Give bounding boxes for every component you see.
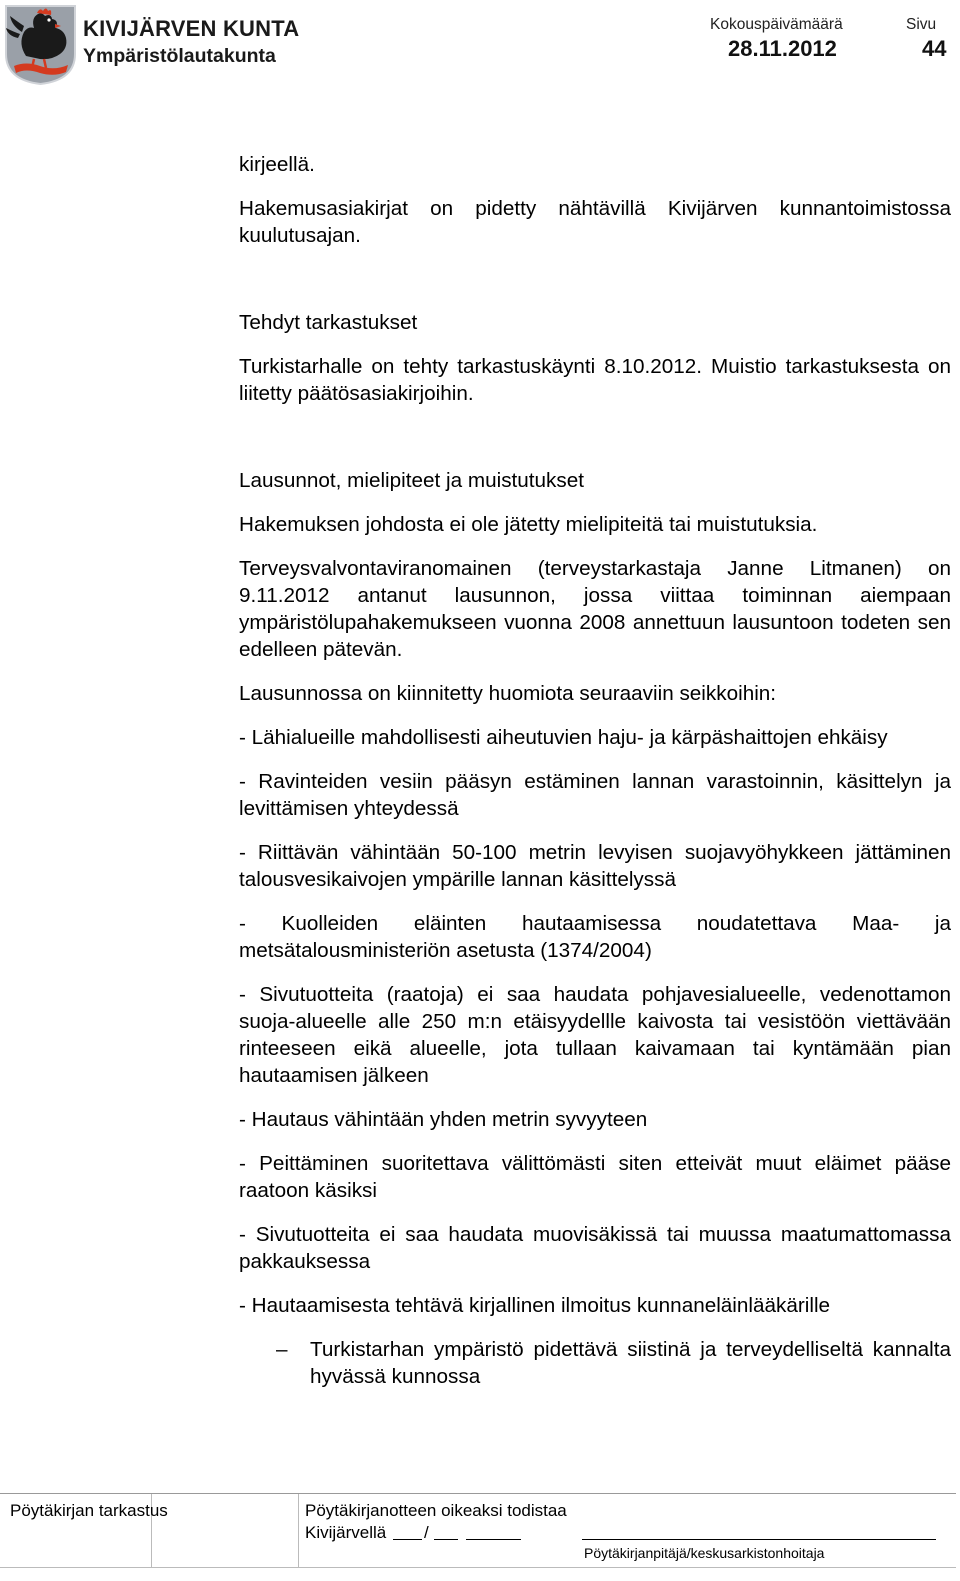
year-blank-line xyxy=(466,1539,521,1540)
page-label: Sivu xyxy=(906,16,937,33)
meeting-date: 28.11.2012 xyxy=(728,36,837,61)
meeting-date-label: Kokouspäivämäärä xyxy=(710,16,843,33)
document-body xyxy=(239,151,951,1390)
paragraph: Terveysvalvontaviranomainen (terveystarkastaja Janne Litmanen) on 9.11.2012 antanut lausunnon, jossa viittaa toiminnan aiempaan ympäristölupahakemukseen vuonna 2008 annettuun lausuntoon todeten sen edelleen pätevän. xyxy=(239,557,951,661)
list-item: - Sivutuotteita ei saa haudata muovisäkissä tai muussa maatumattomassa pakkauksessa xyxy=(239,1223,951,1273)
signer-title: Pöytäkirjanpitäjä/keskusarkistonhoitaja xyxy=(584,1545,825,1561)
list-item-text: Turkistarhan ympäristö pidettävä siistinä ja terveydelliseltä kannalta hyvässä kunnossa xyxy=(310,1338,951,1388)
paragraph: Hakemusasiakirjat on pidetty nähtävillä Kivijärven kunnantoimistossa kuulutusajan. xyxy=(239,197,951,247)
list-item: - Hautaus vähintään yhden metrin syvyyteen xyxy=(239,1108,648,1131)
paragraph: Turkistarhalle on tehty tarkastuskäynti 8.10.2012. Muistio tarkastuksesta on liitetty päätösasiakirjoihin. xyxy=(239,355,951,405)
paragraph: Hakemuksen johdosta ei ole jätetty mielipiteitä tai muistutuksia. xyxy=(239,513,818,536)
document-header xyxy=(0,0,960,95)
organization-name: KIVIJÄRVEN KUNTA xyxy=(83,16,300,41)
minutes-review-label: Pöytäkirjan tarkastus xyxy=(10,1501,168,1520)
certify-label: Pöytäkirjanotteen oikeaksi todistaa xyxy=(305,1501,567,1520)
section-heading: Tehdyt tarkastukset xyxy=(239,311,418,334)
list-item: - Sivutuotteita (raatoja) ei saa haudata pohjavesialueelle, vedenottamon suoja-alueelle alle 250 m:n etäisyydellle kaivosta tai vesistöön viettävään rinteeseen eikä alueelle, jota tullaan kaivamaan tai kyntämään pian hautaamisen jälkeen xyxy=(239,983,951,1087)
list-item: - Hautaamisesta tehtävä kirjallinen ilmoitus kunnaneläinlääkärille xyxy=(239,1294,831,1317)
list-item: - Riittävän vähintään 50-100 metrin levyisen suojavyöhykkeen jättäminen talousvesikaivojen ympärille lannan käsittelyssä xyxy=(239,841,951,891)
list-item: - Peittäminen suoritettava välittömästi siten etteivät muut eläimet pääse raatoon käsiksi xyxy=(239,1152,951,1202)
list-item: - Kuolleiden eläinten hautaamisessa noudatettava Maa- ja metsätalousministeriön asetusta (1374/2004) xyxy=(239,912,951,962)
page-number: 44 xyxy=(922,36,947,61)
month-blank-line xyxy=(434,1539,458,1540)
list-item-dashed xyxy=(239,1336,951,1390)
footer-column-divider xyxy=(298,1494,299,1568)
paragraph: kirjeellä. xyxy=(239,153,315,176)
footer-bottom-border xyxy=(0,1567,956,1568)
list-item: - Lähialueille mahdollisesti aiheutuvien haju- ja kärpäshaittojen ehkäisy xyxy=(239,726,888,749)
place-label: Kivijärvellä xyxy=(305,1523,387,1542)
paragraph: Lausunnossa on kiinnitetty huomiota seuraaviin seikkoihin: xyxy=(239,682,777,705)
dash-bullet: – xyxy=(276,1338,288,1361)
list-item: - Ravinteiden vesiin pääsyn estäminen lannan varastoinnin, käsittelyn ja levittämisen yhteydessä xyxy=(239,770,951,820)
day-blank-line xyxy=(393,1539,422,1540)
footer-divider xyxy=(0,1493,956,1494)
date-separator: / xyxy=(424,1523,429,1542)
section-heading: Lausunnot, mielipiteet ja muistutukset xyxy=(239,469,584,492)
organization-unit: Ympäristölautakunta xyxy=(83,45,276,67)
coat-of-arms-logo xyxy=(4,4,77,86)
signature-line xyxy=(582,1539,936,1540)
